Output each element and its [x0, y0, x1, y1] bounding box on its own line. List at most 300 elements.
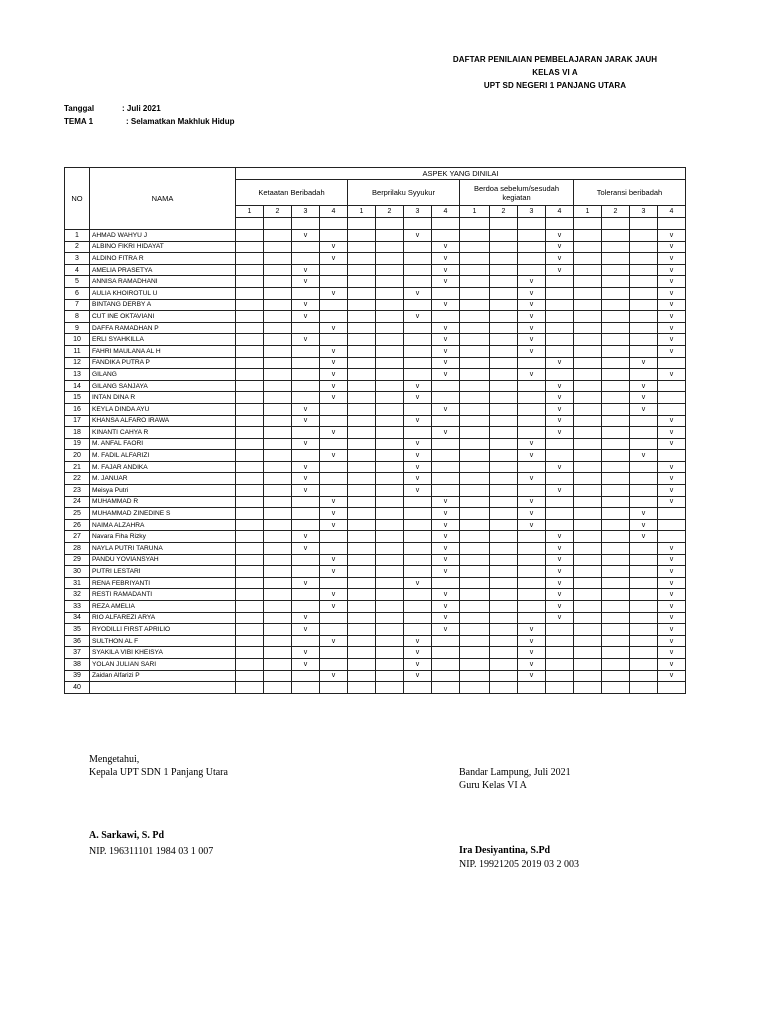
score-cell [236, 554, 264, 566]
score-cell [292, 601, 320, 613]
score-cell [404, 543, 432, 555]
score-cell [490, 531, 518, 543]
check-mark: v [658, 612, 686, 624]
score-cell [546, 345, 574, 357]
table-row [65, 508, 686, 520]
check-mark: v [658, 647, 686, 659]
score-cell [236, 415, 264, 427]
check-mark: v [546, 566, 574, 578]
score-cell [602, 496, 630, 508]
score-cell [602, 658, 630, 670]
score-cell [574, 299, 602, 311]
score-cell [236, 287, 264, 299]
check-mark: v [546, 601, 574, 613]
score-cell [490, 403, 518, 415]
score-cell [320, 415, 348, 427]
check-mark: v [658, 230, 686, 242]
student-name: RYODILLI FIRST APRILIO [90, 624, 236, 636]
score-cell [348, 658, 376, 670]
check-mark: v [404, 577, 432, 589]
check-mark: v [658, 241, 686, 253]
student-name: GILANG SANJAYA [90, 380, 236, 392]
check-mark: v [292, 403, 320, 415]
score-cell [630, 369, 658, 381]
score-cell [376, 403, 404, 415]
check-mark: v [292, 543, 320, 555]
check-mark: v [404, 450, 432, 462]
score-cell [518, 241, 546, 253]
score-cell [630, 241, 658, 253]
score-cell [264, 380, 292, 392]
score-cell [460, 647, 490, 659]
score-cell [574, 253, 602, 265]
check-mark: v [518, 450, 546, 462]
row-number: 2 [65, 241, 90, 253]
student-name: M. FADIL ALFARIZI [90, 450, 236, 462]
score-cell [236, 369, 264, 381]
score-cell [630, 647, 658, 659]
check-mark: v [432, 299, 460, 311]
score-cell [292, 357, 320, 369]
check-mark: v [292, 577, 320, 589]
table-row [65, 554, 686, 566]
score-cell [490, 264, 518, 276]
score-cell [658, 357, 686, 369]
score-cell [630, 624, 658, 636]
aspect-header: Berprilaku Syyukur [348, 180, 460, 206]
score-cell [292, 369, 320, 381]
check-mark: v [658, 658, 686, 670]
score-cell [518, 543, 546, 555]
check-mark: v [404, 670, 432, 682]
row-number: 30 [65, 566, 90, 578]
student-name: RIO ALFAREZI ARYA [90, 612, 236, 624]
score-cell [236, 427, 264, 439]
check-mark: v [518, 299, 546, 311]
score-cell [546, 519, 574, 531]
score-header: 1 [574, 206, 602, 218]
score-cell [320, 438, 348, 450]
score-cell [518, 380, 546, 392]
score-cell [460, 635, 490, 647]
score-cell [264, 566, 292, 578]
score-cell [404, 264, 432, 276]
score-cell [320, 334, 348, 346]
check-mark: v [658, 345, 686, 357]
check-mark: v [518, 322, 546, 334]
score-cell [348, 253, 376, 265]
score-cell [460, 345, 490, 357]
check-mark: v [630, 519, 658, 531]
class-label: KELAS VI A [532, 68, 578, 77]
check-mark: v [432, 554, 460, 566]
score-cell [404, 554, 432, 566]
row-number: 24 [65, 496, 90, 508]
score-cell [432, 473, 460, 485]
score-cell [602, 682, 630, 694]
score-cell [574, 589, 602, 601]
score-cell [460, 531, 490, 543]
score-cell [236, 543, 264, 555]
tema-label: TEMA 1 [64, 117, 94, 126]
check-mark: v [432, 322, 460, 334]
score-cell [264, 612, 292, 624]
score-cell [460, 519, 490, 531]
student-name: KEYLA DINDA AYU [90, 403, 236, 415]
score-cell [602, 369, 630, 381]
nama-header: NAMA [90, 168, 236, 230]
check-mark: v [404, 647, 432, 659]
score-cell [518, 554, 546, 566]
check-mark: v [320, 508, 348, 520]
score-cell [460, 415, 490, 427]
check-mark: v [320, 566, 348, 578]
score-cell [376, 287, 404, 299]
score-cell [376, 276, 404, 288]
score-cell [460, 392, 490, 404]
score-cell [320, 658, 348, 670]
score-cell [460, 543, 490, 555]
score-cell [574, 461, 602, 473]
check-mark: v [518, 624, 546, 636]
score-cell [574, 322, 602, 334]
score-cell [602, 357, 630, 369]
check-mark: v [432, 403, 460, 415]
check-mark: v [320, 241, 348, 253]
score-cell [490, 543, 518, 555]
score-cell [376, 635, 404, 647]
check-mark: v [546, 230, 574, 242]
score-cell [376, 531, 404, 543]
guru-name: Ira Desiyantina, S.Pd [459, 845, 551, 856]
row-number: 7 [65, 299, 90, 311]
score-cell [236, 485, 264, 497]
score-cell [546, 311, 574, 323]
score-cell [518, 427, 546, 439]
score-cell [376, 601, 404, 613]
score-cell [236, 380, 264, 392]
score-cell [404, 345, 432, 357]
score-cell [602, 612, 630, 624]
score-cell [630, 345, 658, 357]
score-cell [490, 299, 518, 311]
row-number: 1 [65, 230, 90, 242]
score-cell [602, 392, 630, 404]
score-cell [348, 357, 376, 369]
score-cell [460, 427, 490, 439]
score-cell [236, 496, 264, 508]
score-header: 4 [658, 206, 686, 218]
score-cell [264, 658, 292, 670]
score-cell [518, 415, 546, 427]
score-cell [236, 403, 264, 415]
check-mark: v [320, 496, 348, 508]
score-cell [490, 624, 518, 636]
aspect-group-header: ASPEK YANG DINILAI [236, 168, 686, 180]
score-cell [574, 647, 602, 659]
check-mark: v [404, 461, 432, 473]
score-cell [404, 601, 432, 613]
row-number: 29 [65, 554, 90, 566]
score-cell [348, 682, 376, 694]
student-name: ANNISA RAMADHANI [90, 276, 236, 288]
score-cell [348, 450, 376, 462]
score-cell [320, 299, 348, 311]
score-cell [602, 438, 630, 450]
score-cell [602, 415, 630, 427]
score-cell [546, 334, 574, 346]
check-mark: v [546, 612, 574, 624]
check-mark: v [658, 427, 686, 439]
score-cell [432, 670, 460, 682]
score-cell [432, 635, 460, 647]
score-cell [348, 543, 376, 555]
score-cell [236, 322, 264, 334]
tanggal-value: : Juli 2021 [122, 104, 161, 113]
check-mark: v [658, 438, 686, 450]
score-cell [460, 322, 490, 334]
score-cell [236, 473, 264, 485]
score-cell [602, 450, 630, 462]
student-name: NAYLA PUTRI TARUNA [90, 543, 236, 555]
score-cell [658, 392, 686, 404]
table-row [65, 299, 686, 311]
score-cell [404, 508, 432, 520]
score-cell [348, 624, 376, 636]
score-cell [264, 299, 292, 311]
score-cell [320, 473, 348, 485]
student-name: MUHAMMAD R [90, 496, 236, 508]
score-cell [518, 230, 546, 242]
score-cell [404, 403, 432, 415]
table-row [65, 392, 686, 404]
score-cell [490, 473, 518, 485]
score-cell [264, 519, 292, 531]
score-cell [602, 380, 630, 392]
score-cell [490, 287, 518, 299]
score-cell [490, 682, 518, 694]
student-name: M. JANUAR [90, 473, 236, 485]
score-cell [348, 345, 376, 357]
score-cell [518, 461, 546, 473]
check-mark: v [658, 589, 686, 601]
score-cell [348, 635, 376, 647]
table-row [65, 357, 686, 369]
score-cell [490, 276, 518, 288]
score-cell [236, 612, 264, 624]
score-cell [264, 392, 292, 404]
score-cell [236, 299, 264, 311]
student-name: ALDINO FITRA R [90, 253, 236, 265]
score-cell [490, 415, 518, 427]
score-cell [630, 670, 658, 682]
score-cell [348, 276, 376, 288]
score-cell [518, 392, 546, 404]
score-cell [460, 566, 490, 578]
check-mark: v [320, 357, 348, 369]
score-cell [292, 566, 320, 578]
row-number: 22 [65, 473, 90, 485]
score-cell [546, 473, 574, 485]
score-cell [236, 589, 264, 601]
score-cell [490, 485, 518, 497]
score-cell [518, 577, 546, 589]
check-mark: v [546, 427, 574, 439]
student-name: ERLI SYAHKILLA [90, 334, 236, 346]
student-name: ALBINO FIKRI HIDAYAT [90, 241, 236, 253]
table-row [65, 612, 686, 624]
score-cell [292, 380, 320, 392]
table-row [65, 543, 686, 555]
check-mark: v [658, 369, 686, 381]
score-cell [490, 241, 518, 253]
score-cell [264, 531, 292, 543]
student-name: AMELIA PRASETYA [90, 264, 236, 276]
row-number: 5 [65, 276, 90, 288]
score-cell [546, 670, 574, 682]
score-cell [460, 253, 490, 265]
score-cell [630, 415, 658, 427]
score-cell [348, 577, 376, 589]
score-cell [376, 322, 404, 334]
score-cell [432, 392, 460, 404]
row-number: 31 [65, 577, 90, 589]
score-cell [546, 299, 574, 311]
aspect-header: Ketaatan Beribadah [236, 180, 348, 206]
score-cell [602, 403, 630, 415]
score-cell [460, 682, 490, 694]
table-row [65, 264, 686, 276]
score-cell [264, 276, 292, 288]
score-cell [264, 461, 292, 473]
score-cell [630, 473, 658, 485]
student-name: INTAN DINA R [90, 392, 236, 404]
check-mark: v [546, 577, 574, 589]
row-number: 40 [65, 682, 90, 694]
score-cell [658, 531, 686, 543]
check-mark: v [432, 253, 460, 265]
table-row [65, 635, 686, 647]
score-header: 3 [292, 206, 320, 218]
row-number: 8 [65, 311, 90, 323]
check-mark: v [292, 264, 320, 276]
student-name: AHMAD WAHYU J [90, 230, 236, 242]
score-cell [376, 345, 404, 357]
score-cell [264, 543, 292, 555]
score-cell [320, 612, 348, 624]
score-cell [348, 438, 376, 450]
score-cell [376, 682, 404, 694]
score-cell [432, 577, 460, 589]
table-row [65, 473, 686, 485]
student-name: MUHAMMAD ZINEDINE S [90, 508, 236, 520]
score-cell [404, 357, 432, 369]
row-number: 20 [65, 450, 90, 462]
score-cell [348, 299, 376, 311]
score-cell [602, 241, 630, 253]
table-row [65, 485, 686, 497]
score-cell [264, 682, 292, 694]
score-cell [404, 531, 432, 543]
score-cell [602, 531, 630, 543]
score-cell [574, 345, 602, 357]
score-cell [292, 508, 320, 520]
score-cell [490, 345, 518, 357]
check-mark: v [658, 415, 686, 427]
row-number: 39 [65, 670, 90, 682]
score-cell [264, 485, 292, 497]
score-cell [236, 276, 264, 288]
score-cell [574, 554, 602, 566]
score-cell [432, 461, 460, 473]
score-cell [658, 682, 686, 694]
score-cell [432, 287, 460, 299]
score-cell [602, 264, 630, 276]
guru-title: Guru Kelas VI A [459, 780, 527, 791]
score-cell [574, 658, 602, 670]
check-mark: v [658, 543, 686, 555]
check-mark: v [518, 345, 546, 357]
score-cell [490, 334, 518, 346]
score-header: 3 [404, 206, 432, 218]
score-cell [320, 311, 348, 323]
score-cell [460, 241, 490, 253]
score-cell [320, 577, 348, 589]
score-cell [264, 589, 292, 601]
check-mark: v [292, 299, 320, 311]
score-cell [348, 496, 376, 508]
score-cell [490, 311, 518, 323]
score-cell [602, 345, 630, 357]
score-cell [320, 485, 348, 497]
score-cell [292, 635, 320, 647]
score-cell [236, 264, 264, 276]
school-name: UPT SD NEGERI 1 PANJANG UTARA [483, 81, 627, 90]
check-mark: v [292, 415, 320, 427]
score-cell [602, 670, 630, 682]
table-row [65, 658, 686, 670]
check-mark: v [546, 403, 574, 415]
score-cell [658, 450, 686, 462]
score-cell [376, 380, 404, 392]
check-mark: v [404, 415, 432, 427]
score-cell [460, 670, 490, 682]
row-number: 16 [65, 403, 90, 415]
check-mark: v [292, 230, 320, 242]
score-cell [292, 322, 320, 334]
table-row [65, 334, 686, 346]
table-row [65, 287, 686, 299]
score-cell [292, 392, 320, 404]
score-cell [460, 508, 490, 520]
score-cell [574, 670, 602, 682]
score-cell [376, 508, 404, 520]
score-cell [630, 230, 658, 242]
table-row [65, 253, 686, 265]
assessment-table [64, 167, 686, 694]
row-number: 6 [65, 287, 90, 299]
score-cell [432, 647, 460, 659]
check-mark: v [546, 461, 574, 473]
check-mark: v [518, 670, 546, 682]
score-cell [236, 531, 264, 543]
check-mark: v [320, 554, 348, 566]
check-mark: v [658, 322, 686, 334]
row-number: 35 [65, 624, 90, 636]
student-name: Navara Fiha Rizky [90, 531, 236, 543]
score-cell [348, 403, 376, 415]
check-mark: v [320, 427, 348, 439]
